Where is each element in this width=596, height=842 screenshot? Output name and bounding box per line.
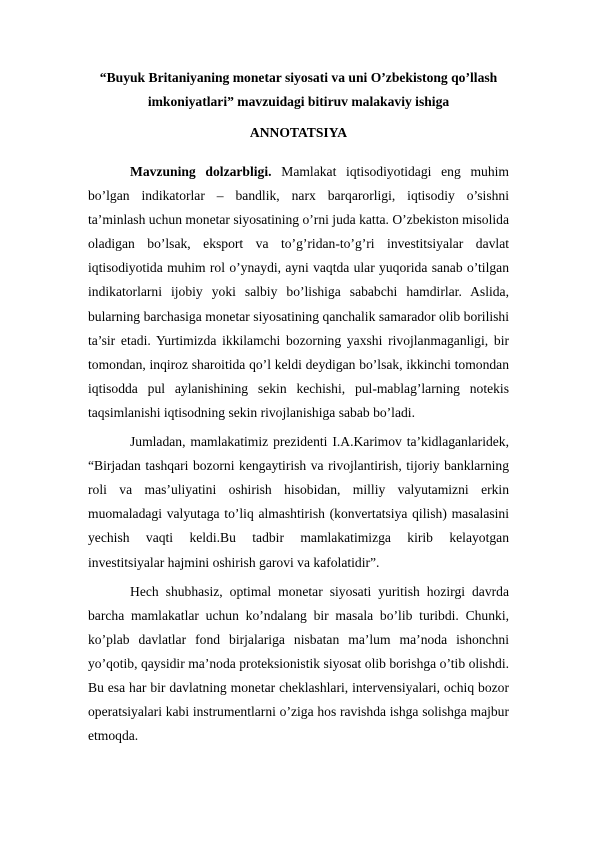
paragraph-policy <box>88 580 509 749</box>
document-body <box>88 160 509 753</box>
document-title: “Buyuk Britaniyaning monetar siyosati va uni O’zbekistong qo’llash imkoniyatlari” mavzuidagi bitiruv malakaviy ishiga <box>99 70 498 109</box>
paragraph-text: Jumladan, mamlakatimiz prezidenti I.A.Karimov ta’kidlaganlaridek, “Birjadan tashqari bozorni kengaytirish va rivojlantirish, tijoriy banklarning roli va mas’uliyatini oshirish hisobidan, milliy valyutamizni erkin muomaladagi valyutaga to’liq almashtirish (konvertatsiya qilish) masalasini yechish vaqti keldi.Bu tadbir mamlakatimizga kirib kelayotgan investitsiyalar hajmini oshirish garovi va kafolatidir”. <box>88 434 509 570</box>
section-heading: ANNOTATSIYA <box>249 125 348 140</box>
paragraph-lead: Mavzuning dolzarbligi. <box>130 164 272 179</box>
paragraph-relevance <box>88 160 509 425</box>
paragraph-text: Mamlakat iqtisodiyotidagi eng muhim bo’lgan indikatorlar – bandlik, narx barqarorligi, iqtisodiy o’sishni ta’minlash uchun monetar siyosatining o’rni juda katta. O’zbekiston misolida oladigan bo’lsak, eksport va to’g’ridan-to’g’ri investitsiyalar davlat iqtisodiyotida muhim rol o’ynaydi, ayni vaqtda ular yuqorida sanab o’tilgan indikatorlarni ijobiy yoki salbiy bo’lishiga sababchi hamdirlar. Aslida, bularning barchasiga monetar siyosatining qanchalik samarador olib borilishi ta’sir etadi. Yurtimizda ikkilamchi bozorning yaxshi rivojlanmaganligi, bir tomondan, inqiroz sharoitida qo’l keldi deydigan bo’lsak, ikkinchi tomondan iqtisodda pul aylanishining sekin kechishi, pul-mablag’larning notekis taqsimlanishi iqtisodning sekin rivojlanishiga sabab bo’ladi. <box>88 164 509 420</box>
paragraph-text: Hech shubhasiz, optimal monetar siyosati yuritish hozirgi davrda barcha mamlakatlar uchun ko’ndalang bir masala bo’lib turibdi. Chunki, ko’plab davlatlar fond birjalariga nisbatan ma’lum ma’noda ishonchni yo’qotib, qaysidir ma’noda proteksionistik siyosat olib borishga o’tib olishdi. Bu esa har bir davlatning monetar cheklashlari, intervensiyalari, ochiq bozor operatsiyalari kabi instrumentlarni o’ziga hos ravishda ishga solishga majbur etmoqda. <box>88 583 509 744</box>
paragraph-quote <box>88 430 509 575</box>
